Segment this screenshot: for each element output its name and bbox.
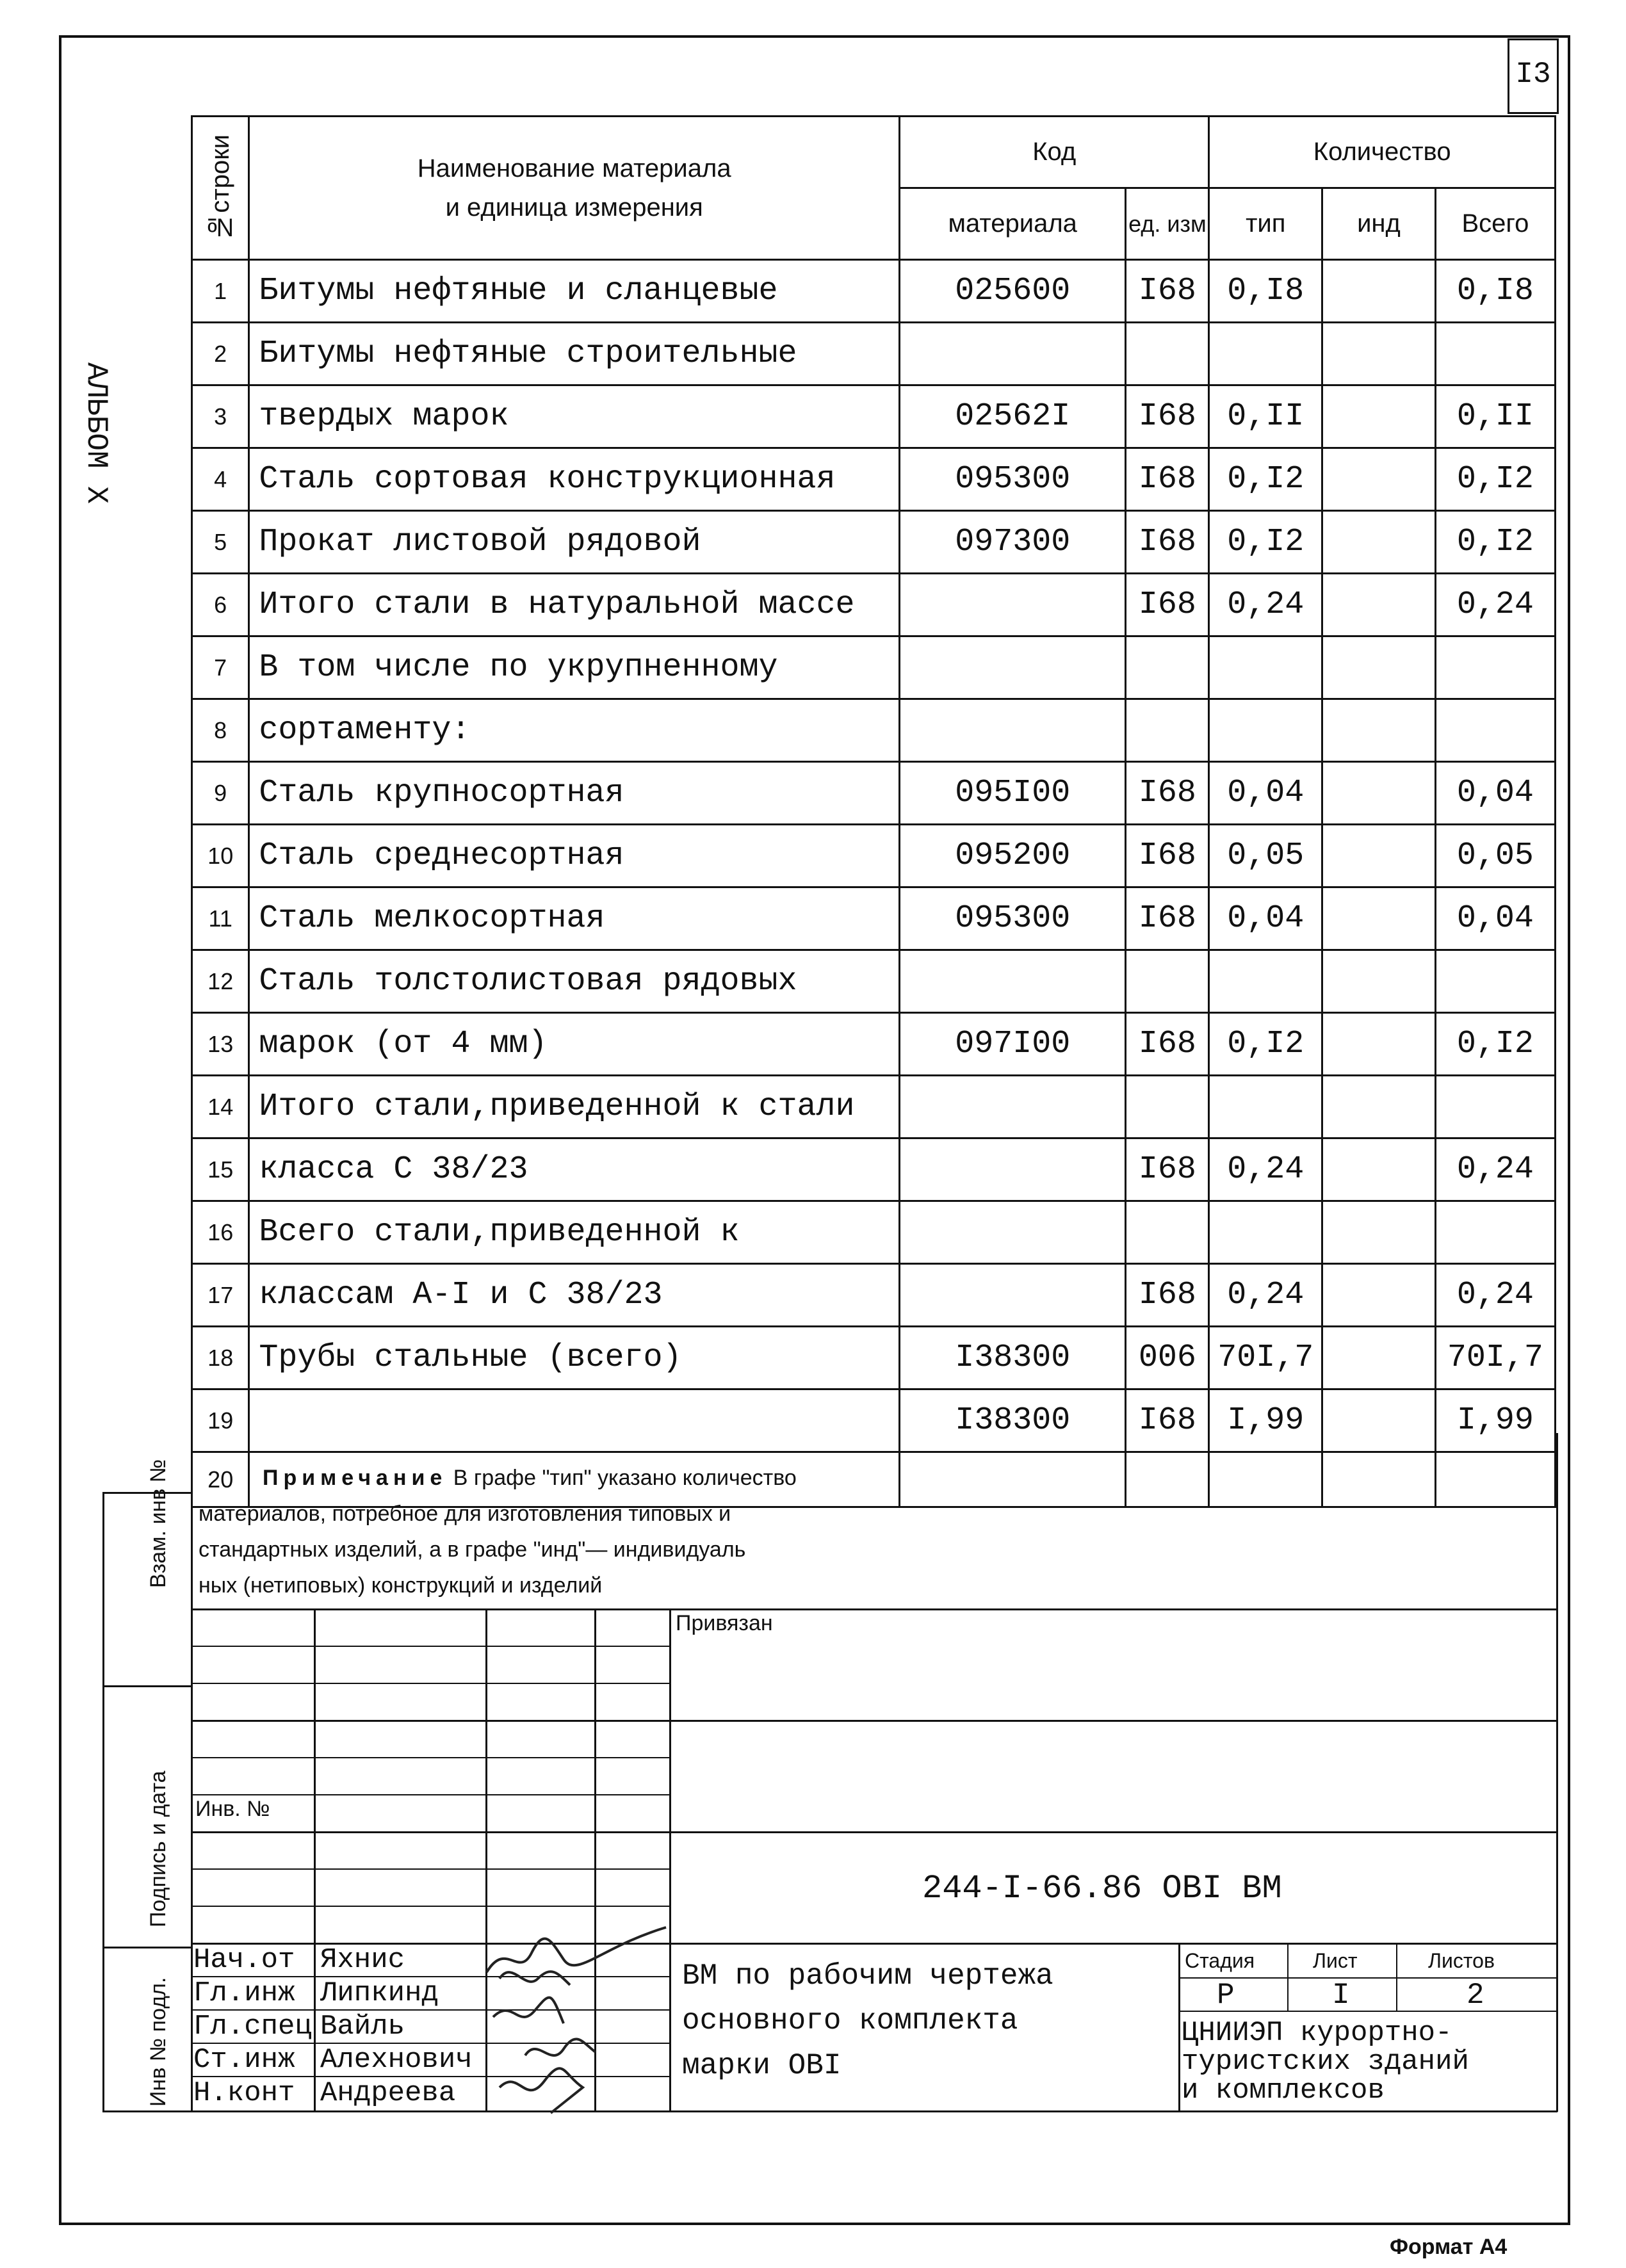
material-name: Битумы нефтяные и сланцевые [249,260,900,323]
cell-unit: I68 [1126,825,1209,887]
material-name: Трубы стальные (всего) [249,1327,900,1389]
album-label: АЛЬБОМ X [79,362,113,504]
signer-name-1: Яхнис [320,1944,405,1976]
table-row [192,1013,1556,1076]
note-text-2: материалов, потребное для изготовления типовых и [199,1502,731,1526]
cell-code: 095200 [900,825,1126,887]
table-row [192,1076,1556,1138]
cell-code: 095I00 [900,762,1126,825]
cell-unit: I68 [1126,1138,1209,1201]
org-line-2: туристских зданий [1182,2046,1469,2078]
row-number: 13 [192,1013,249,1076]
material-name: Прокат листовой рядовой [249,511,900,574]
cell-total [1435,699,1555,762]
table-row [192,574,1556,636]
material-name: Сталь толстолистовая рядовых [249,950,900,1013]
cell-total: 0,24 [1435,1264,1555,1327]
cell-total: 0,24 [1435,574,1555,636]
table-row [192,323,1556,385]
cell-unit: I68 [1126,1389,1209,1452]
cell-typ: 0,I2 [1209,511,1322,574]
cell-ind [1322,699,1436,762]
cell-code: 02562I [900,385,1126,448]
material-name: марок (от 4 мм) [249,1013,900,1076]
cell-total [1435,1076,1555,1138]
cell-typ: 0,04 [1209,762,1322,825]
cell-code [900,323,1126,385]
cell-typ [1209,950,1322,1013]
row-number: 17 [192,1264,249,1327]
cell-unit [1126,699,1209,762]
cell-unit: I68 [1126,260,1209,323]
sheets-label: Листов [1428,1949,1495,1972]
page-number: I3 [1515,58,1551,91]
side-label-vzam: Взам. инв № [146,1459,170,1588]
cell-typ: 0,24 [1209,1138,1322,1201]
cell-typ [1209,699,1322,762]
material-name: Сталь сортовая конструкционная [249,448,900,511]
cell-total: 0,05 [1435,825,1555,887]
table-row [192,448,1556,511]
row-number: 4 [192,448,249,511]
signer-name-3: Вайль [320,2011,405,2043]
table-row [192,1389,1556,1452]
cell-ind [1322,260,1436,323]
cell-unit [1126,950,1209,1013]
material-name: Битумы нефтяные строительные [249,323,900,385]
stage-value: Р [1217,1979,1235,2012]
cell-total [1435,323,1555,385]
cell-code [900,699,1126,762]
header-code: Код [900,117,1209,188]
material-name: Сталь среднесортная [249,825,900,887]
sheets-value: 2 [1467,1979,1484,2012]
cell-total [1435,950,1555,1013]
row-number: 2 [192,323,249,385]
cell-code: 097I00 [900,1013,1126,1076]
cell-typ [1209,323,1322,385]
cell-ind [1322,1389,1436,1452]
cell-unit: I68 [1126,448,1209,511]
cell-typ [1209,636,1322,699]
signer-name-2: Липкинд [320,1977,439,2009]
cell-ind [1322,1201,1436,1264]
signatures [474,1915,679,2119]
cell-typ: 0,I2 [1209,1013,1322,1076]
materials-table [191,115,1556,1508]
cell-total: 0,I2 [1435,448,1555,511]
cell-typ: 0,05 [1209,825,1322,887]
row-number: 10 [192,825,249,887]
cell-code [900,636,1126,699]
cell-code [900,574,1126,636]
doc-title-2: основного комплекта [682,2004,1018,2037]
header-qty-ind: инд [1322,188,1436,260]
table-row [192,825,1556,887]
inv-no-label: Инв. № [195,1797,270,1821]
row-number: 11 [192,887,249,950]
table-row [192,762,1556,825]
cell-code [900,1201,1126,1264]
cell-ind [1322,323,1436,385]
cell-code [900,950,1126,1013]
cell-ind [1322,511,1436,574]
cell-code [900,1264,1126,1327]
header-name: Наименование материала и единица измерения [249,117,900,260]
material-name: сортаменту: [249,699,900,762]
material-name: классам А-I и С 38/23 [249,1264,900,1327]
cell-unit [1126,1076,1209,1138]
cell-typ: 0,24 [1209,574,1322,636]
cell-code: I38300 [900,1389,1126,1452]
cell-total [1435,636,1555,699]
material-name: В том числе по укрупненному [249,636,900,699]
cell-total: 0,I2 [1435,511,1555,574]
header-code-unit: ед. изм [1126,188,1209,260]
row-number: 9 [192,762,249,825]
doc-title-1: ВМ по рабочим чертежа [682,1959,1053,1993]
table-row [192,1138,1556,1201]
header-qty-type: тип [1209,188,1322,260]
cell-ind [1322,448,1436,511]
table-row [192,699,1556,762]
row-number: 12 [192,950,249,1013]
cell-total: 70I,7 [1435,1327,1555,1389]
row-number: 16 [192,1201,249,1264]
cell-code [900,1076,1126,1138]
row-number: 8 [192,699,249,762]
cell-unit: I68 [1126,511,1209,574]
cell-ind [1322,1013,1436,1076]
table-row [192,1201,1556,1264]
table-row [192,1264,1556,1327]
sheet-label: Лист [1313,1949,1358,1972]
cell-total: 0,I2 [1435,1013,1555,1076]
org-line-1: ЦНИИЭП курортно- [1182,2017,1452,2049]
table-row [192,950,1556,1013]
cell-ind [1322,636,1436,699]
cell-code: 095300 [900,887,1126,950]
note-text-1: В графе "тип" указано количество [453,1466,797,1490]
cell-typ: 0,24 [1209,1264,1322,1327]
cell-unit [1126,636,1209,699]
material-name: Сталь мелкосортная [249,887,900,950]
signer-role-2: Гл.инж [193,1977,295,2009]
cell-total: 0,04 [1435,887,1555,950]
cell-typ: 70I,7 [1209,1327,1322,1389]
cell-code: 095300 [900,448,1126,511]
table-row [192,511,1556,574]
cell-typ: 0,II [1209,385,1322,448]
cell-unit: I68 [1126,762,1209,825]
cell-code: 025600 [900,260,1126,323]
material-name [249,1389,900,1452]
privyazan-label: Привязан [676,1611,773,1635]
cell-typ: 0,04 [1209,887,1322,950]
header-row-no: №строки [192,117,249,260]
sheet-value: I [1332,1979,1350,2012]
row-number: 7 [192,636,249,699]
stage-label: Стадия [1185,1949,1255,1972]
row-number: 6 [192,574,249,636]
note-title: Примечание [263,1466,448,1490]
signer-role-5: Н.конт [193,2077,295,2109]
signer-role-3: Гл.спец [193,2011,312,2043]
cell-unit: I68 [1126,1013,1209,1076]
cell-typ: 0,I8 [1209,260,1322,323]
cell-unit [1126,323,1209,385]
material-name: Всего стали,приведенной к [249,1201,900,1264]
material-name: класса С 38/23 [249,1138,900,1201]
cell-typ: 0,I2 [1209,448,1322,511]
cell-total [1435,1452,1555,1507]
note-text-4: ных (нетиповых) конструкций и изделий [199,1573,603,1598]
cell-unit [1126,1201,1209,1264]
side-label-podpis: Подпись и дата [146,1770,170,1927]
doc-title-3: марки ОВI [682,2049,841,2082]
table-row [192,887,1556,950]
cell-ind [1322,762,1436,825]
cell-code: I38300 [900,1327,1126,1389]
signer-role-4: Ст.инж [193,2044,295,2076]
cell-ind [1322,950,1436,1013]
cell-code [900,1138,1126,1201]
cell-ind [1322,887,1436,950]
row-number: 5 [192,511,249,574]
cell-unit: I68 [1126,574,1209,636]
cell-typ [1209,1076,1322,1138]
cell-total: 0,II [1435,385,1555,448]
material-name: твердых марок [249,385,900,448]
table-row [192,1327,1556,1389]
table-row [192,260,1556,323]
cell-ind [1322,1327,1436,1389]
cell-ind [1322,1138,1436,1201]
cell-total: 0,24 [1435,1138,1555,1201]
cell-typ: I,99 [1209,1389,1322,1452]
cell-total [1435,1201,1555,1264]
format-label: Формат А4 [1390,2235,1508,2259]
row-number: 19 [192,1389,249,1452]
doc-code: 244-I-66.86 ОВI ВМ [922,1870,1282,1908]
cell-total: I,99 [1435,1389,1555,1452]
material-name: Итого стали,приведенной к стали [249,1076,900,1138]
cell-ind [1322,574,1436,636]
material-name: Итого стали в натуральной массе [249,574,900,636]
cell-ind [1322,1264,1436,1327]
note [199,1460,1351,1603]
cell-unit: I68 [1126,1264,1209,1327]
header-qty-total: Всего [1435,188,1555,260]
material-name: Сталь крупносортная [249,762,900,825]
side-label-inv: Инв № подл. [146,1977,170,2107]
signer-role-1: Нач.от [193,1944,295,1976]
row-number: 18 [192,1327,249,1389]
cell-ind [1322,1076,1436,1138]
header-quantity: Количество [1209,117,1556,188]
cell-unit: 006 [1126,1327,1209,1389]
signer-name-5: Андреева [320,2077,456,2109]
cell-ind [1322,825,1436,887]
org-line-3: и комплексов [1182,2075,1385,2107]
cell-code: 097300 [900,511,1126,574]
signer-name-4: Алехнович [320,2044,473,2076]
row-number: 3 [192,385,249,448]
cell-unit: I68 [1126,385,1209,448]
cell-typ [1209,1201,1322,1264]
note-text-3: стандартных изделий, а в графе "инд"— индивидуаль [199,1537,746,1562]
header-code-material: материала [900,188,1126,260]
row-number: 1 [192,260,249,323]
cell-total: 0,I8 [1435,260,1555,323]
table-row [192,636,1556,699]
cell-ind [1322,385,1436,448]
row-number: 20 [192,1452,249,1507]
cell-unit: I68 [1126,887,1209,950]
cell-total: 0,04 [1435,762,1555,825]
row-number: 15 [192,1138,249,1201]
row-number: 14 [192,1076,249,1138]
table-row [192,385,1556,448]
